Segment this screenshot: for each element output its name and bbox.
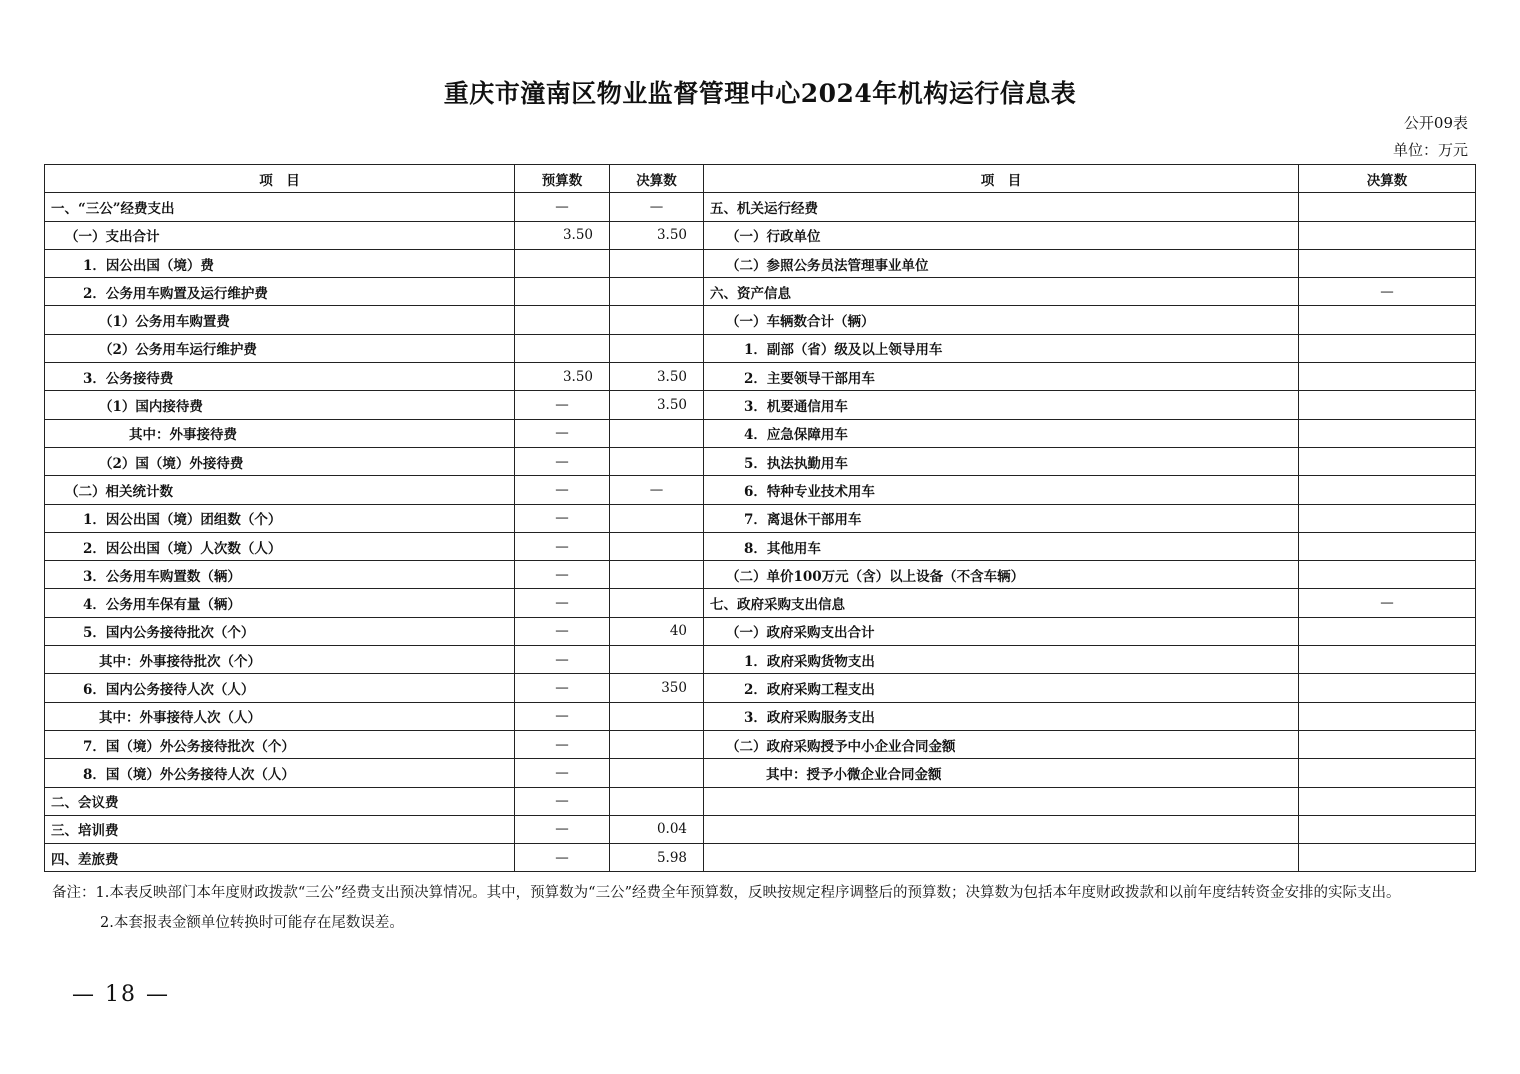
final-value-right (1299, 787, 1476, 815)
unit-label: 单位：万元 (1392, 141, 1468, 159)
right-item-label: 2．主要领导干部用车 (704, 363, 1299, 391)
table-row (45, 617, 1476, 645)
final-value-right (1299, 363, 1476, 391)
table-row (45, 702, 1476, 730)
table-row (45, 476, 1476, 504)
budget-value: — (515, 787, 610, 815)
left-item-label: （一）支出合计 (45, 221, 515, 249)
final-value-right (1299, 476, 1476, 504)
left-item-label: 5．国内公务接待批次（个） (45, 617, 515, 645)
final-value-right (1299, 759, 1476, 787)
final-value-right (1299, 702, 1476, 730)
header-final-right: 决算数 (1299, 165, 1476, 193)
final-value-right (1299, 815, 1476, 843)
budget-value (515, 306, 610, 334)
final-value-left (610, 504, 704, 532)
final-value-left (610, 730, 704, 758)
page-number: — 18 — (72, 982, 170, 1007)
note-2: 2.本套报表金额单位转换时可能存在尾数误差。 (100, 915, 404, 931)
final-value-left (610, 306, 704, 334)
budget-value: — (515, 447, 610, 475)
right-item-label: （二）单价100万元（含）以上设备（不含车辆） (704, 561, 1299, 589)
final-value-left (610, 278, 704, 306)
final-value-right: — (1299, 278, 1476, 306)
header-final-left: 决算数 (610, 165, 704, 193)
table-row (45, 844, 1476, 872)
right-item-label: 6．特种专业技术用车 (704, 476, 1299, 504)
table-row (45, 419, 1476, 447)
budget-value: — (515, 476, 610, 504)
final-value-left: 3.50 (610, 391, 704, 419)
left-item-label: （2）国（境）外接待费 (45, 447, 515, 475)
final-value-right (1299, 193, 1476, 221)
final-value-left: 350 (610, 674, 704, 702)
left-item-label: （2）公务用车运行维护费 (45, 334, 515, 362)
final-value-right: — (1299, 589, 1476, 617)
budget-value: — (515, 589, 610, 617)
budget-value: — (515, 730, 610, 758)
table-code: 公开09表 (1403, 114, 1468, 132)
final-value-right (1299, 646, 1476, 674)
table-row (45, 221, 1476, 249)
right-item-label: 2．政府采购工程支出 (704, 674, 1299, 702)
final-value-left: — (610, 476, 704, 504)
table-row (45, 730, 1476, 758)
final-value-right (1299, 391, 1476, 419)
final-value-left (610, 702, 704, 730)
right-item-label: （二）参照公务员法管理事业单位 (704, 249, 1299, 277)
table-row (45, 532, 1476, 560)
budget-value: 3.50 (515, 363, 610, 391)
table-row (45, 589, 1476, 617)
budget-value: — (515, 702, 610, 730)
final-value-left: 3.50 (610, 363, 704, 391)
budget-value: — (515, 504, 610, 532)
final-value-right (1299, 306, 1476, 334)
budget-value: 3.50 (515, 221, 610, 249)
table-row (45, 674, 1476, 702)
table-row (45, 249, 1476, 277)
right-item-label: 5．执法执勤用车 (704, 447, 1299, 475)
right-item-label (704, 787, 1299, 815)
final-value-left: 3.50 (610, 221, 704, 249)
final-value-right (1299, 504, 1476, 532)
right-item-label: 7．离退休干部用车 (704, 504, 1299, 532)
left-item-label: （二）相关统计数 (45, 476, 515, 504)
final-value-right (1299, 419, 1476, 447)
final-value-left (610, 561, 704, 589)
info-table (44, 164, 1476, 872)
final-value-left (610, 532, 704, 560)
table-row (45, 561, 1476, 589)
left-item-label: 4．公务用车保有量（辆） (45, 589, 515, 617)
budget-value: — (515, 532, 610, 560)
table-row (45, 391, 1476, 419)
final-value-left: 40 (610, 617, 704, 645)
budget-value: — (515, 617, 610, 645)
final-value-right (1299, 674, 1476, 702)
table-row (45, 363, 1476, 391)
final-value-right (1299, 844, 1476, 872)
table-row (45, 504, 1476, 532)
left-item-label: 2．因公出国（境）人次数（人） (45, 532, 515, 560)
final-value-left: 5.98 (610, 844, 704, 872)
budget-value: — (515, 419, 610, 447)
table-row (45, 334, 1476, 362)
table-row (45, 447, 1476, 475)
right-item-label: 8．其他用车 (704, 532, 1299, 560)
final-value-left (610, 419, 704, 447)
final-value-left (610, 589, 704, 617)
right-item-label: （一）车辆数合计（辆） (704, 306, 1299, 334)
budget-value (515, 278, 610, 306)
header-left-item: 项 目 (45, 165, 515, 193)
table-header-row (45, 165, 1476, 193)
final-value-right (1299, 221, 1476, 249)
left-item-label: 四、差旅费 (45, 844, 515, 872)
left-item-label: 二、会议费 (45, 787, 515, 815)
left-item-label: 7．国（境）外公务接待批次（个） (45, 730, 515, 758)
left-item-label: 3．公务用车购置数（辆） (45, 561, 515, 589)
left-item-label: 8．国（境）外公务接待人次（人） (45, 759, 515, 787)
final-value-left (610, 646, 704, 674)
left-item-label: 1．因公出国（境）费 (45, 249, 515, 277)
table-row (45, 306, 1476, 334)
final-value-right (1299, 532, 1476, 560)
left-item-label: （1）公务用车购置费 (45, 306, 515, 334)
left-item-label: 6．国内公务接待人次（人） (45, 674, 515, 702)
final-value-left (610, 249, 704, 277)
document-title: 重庆市潼南区物业监督管理中心2024年机构运行信息表 (443, 79, 1077, 108)
left-item-label: 3．公务接待费 (45, 363, 515, 391)
budget-value: — (515, 391, 610, 419)
final-value-left (610, 787, 704, 815)
budget-value (515, 249, 610, 277)
final-value-right (1299, 730, 1476, 758)
right-item-label (704, 844, 1299, 872)
final-value-right (1299, 561, 1476, 589)
table-row (45, 278, 1476, 306)
right-item-label: （二）政府采购授予中小企业合同金额 (704, 730, 1299, 758)
budget-value: — (515, 646, 610, 674)
right-item-label: 3．政府采购服务支出 (704, 702, 1299, 730)
right-item-label (704, 815, 1299, 843)
table-row (45, 787, 1476, 815)
budget-value: — (515, 759, 610, 787)
notes (52, 878, 1472, 938)
final-value-left (610, 447, 704, 475)
left-item-label: 一、“三公”经费支出 (45, 193, 515, 221)
table-row (45, 759, 1476, 787)
budget-value (515, 334, 610, 362)
final-value-left (610, 334, 704, 362)
table-body (45, 193, 1476, 872)
right-item-label: （一）政府采购支出合计 (704, 617, 1299, 645)
left-item-label: 其中：外事接待批次（个） (45, 646, 515, 674)
final-value-left: 0.04 (610, 815, 704, 843)
header-budget: 预算数 (515, 165, 610, 193)
right-item-label: 1．副部（省）级及以上领导用车 (704, 334, 1299, 362)
final-value-left (610, 759, 704, 787)
budget-value: — (515, 815, 610, 843)
left-item-label: 其中：外事接待人次（人） (45, 702, 515, 730)
right-item-label: 3．机要通信用车 (704, 391, 1299, 419)
right-item-label: （一）行政单位 (704, 221, 1299, 249)
final-value-right (1299, 249, 1476, 277)
left-item-label: 2．公务用车购置及运行维护费 (45, 278, 515, 306)
left-item-label: 三、培训费 (45, 815, 515, 843)
budget-value: — (515, 844, 610, 872)
header-right-item: 项 目 (704, 165, 1299, 193)
right-item-label: 其中：授予小微企业合同金额 (704, 759, 1299, 787)
right-item-label: 4．应急保障用车 (704, 419, 1299, 447)
final-value-left: — (610, 193, 704, 221)
table-row (45, 815, 1476, 843)
right-item-label: 六、资产信息 (704, 278, 1299, 306)
budget-value: — (515, 193, 610, 221)
left-item-label: 1．因公出国（境）团组数（个） (45, 504, 515, 532)
note-1: 备注：1.本表反映部门本年度财政拨款“三公”经费支出预决算情况。其中，预算数为“三公”经费全年预算数，反映按规定程序调整后的预算数；决算数为包括本年度财政拨款和以前年度结转资金安排的实际支出。 (52, 885, 1401, 901)
table-row (45, 646, 1476, 674)
final-value-right (1299, 617, 1476, 645)
final-value-right (1299, 447, 1476, 475)
table-row (45, 193, 1476, 221)
right-item-label: 五、机关运行经费 (704, 193, 1299, 221)
budget-value: — (515, 674, 610, 702)
left-item-label: （1）国内接待费 (45, 391, 515, 419)
budget-value: — (515, 561, 610, 589)
right-item-label: 1．政府采购货物支出 (704, 646, 1299, 674)
left-item-label: 其中：外事接待费 (45, 419, 515, 447)
right-item-label: 七、政府采购支出信息 (704, 589, 1299, 617)
final-value-right (1299, 334, 1476, 362)
